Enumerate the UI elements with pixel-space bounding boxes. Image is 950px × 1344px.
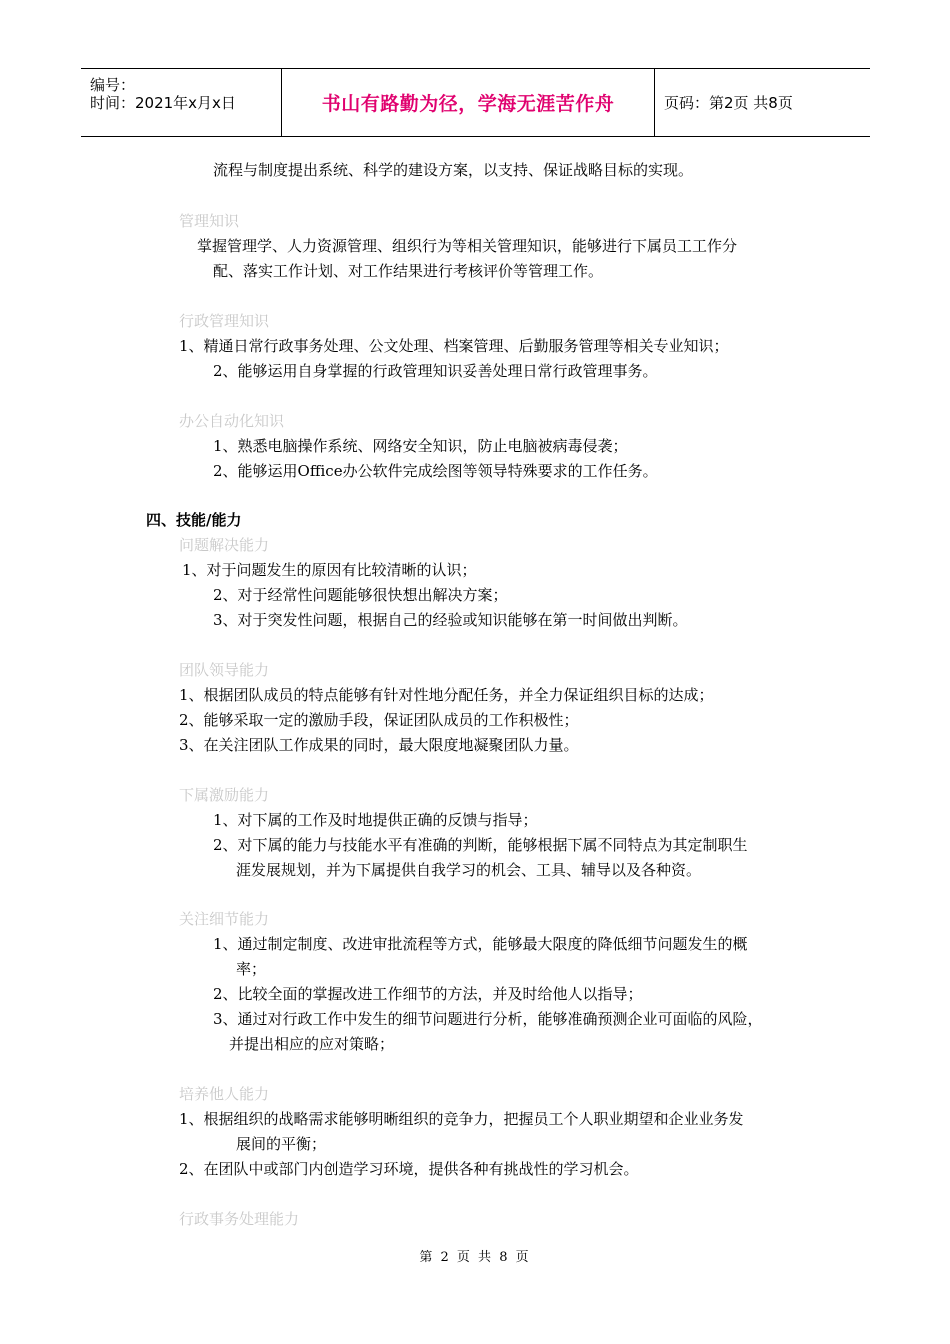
admin-knowledge-item2: 2、能够运用自身掌握的行政管理知识妥善处理日常行政管理事务。 bbox=[213, 362, 658, 380]
intro-line: 流程与制度提出系统、科学的建设方案，以支持、保证战略目标的实现。 bbox=[213, 161, 694, 179]
heading-motivation: 下属激励能力 bbox=[179, 786, 270, 804]
detail-item3-line1: 3、通过对行政工作中发生的细节问题进行分析，能够准确预测企业可面临的风险， bbox=[213, 1010, 763, 1028]
motto: 书山有路勤为径，学海无涯苦作舟 bbox=[321, 93, 615, 115]
office-automation-item2: 2、能够运用Office办公软件完成绘图等领导特殊要求的工作任务。 bbox=[213, 462, 658, 480]
heading-admin-affairs: 行政事务处理能力 bbox=[179, 1210, 300, 1228]
detail-item3-line2: 并提出相应的应对策略； bbox=[229, 1035, 395, 1053]
cultivate-item1-line2: 展间的平衡； bbox=[236, 1135, 327, 1153]
heading-mgmt-knowledge: 管理知识 bbox=[179, 212, 240, 230]
office-automation-item1: 1、熟悉电脑操作系统、网络安全知识，防止电脑被病毒侵袭； bbox=[213, 437, 628, 455]
detail-item1-line1: 1、通过制定制度、改进审批流程等方式，能够最大限度的降低细节问题发生的概 bbox=[213, 935, 748, 953]
section-4-title: 四、技能/能力 bbox=[146, 511, 242, 529]
heading-problem-solving: 问题解决能力 bbox=[179, 536, 270, 554]
cultivate-item1-line1: 1、根据组织的战略需求能够明晰组织的竞争力，把握员工个人职业期望和企业业务发 bbox=[179, 1110, 744, 1128]
heading-office-automation: 办公自动化知识 bbox=[179, 412, 285, 430]
mgmt-knowledge-line2: 配、落实工作计划、对工作结果进行考核评价等管理工作。 bbox=[213, 262, 604, 280]
problem-solving-item1: 1、对于问题发生的原因有比较清晰的认识； bbox=[182, 561, 477, 579]
team-leadership-item2: 2、能够采取一定的激励手段，保证团队成员的工作积极性； bbox=[179, 711, 579, 729]
page-footer: 第 2 页 共 8 页 bbox=[419, 1250, 531, 1265]
heading-detail-focus: 关注细节能力 bbox=[179, 910, 270, 928]
detail-item2: 2、比较全面的掌握改进工作细节的方法，并及时给他人以指导； bbox=[213, 985, 643, 1003]
heading-cultivate-others: 培养他人能力 bbox=[179, 1085, 270, 1103]
team-leadership-item3: 3、在关注团队工作成果的同时，最大限度地凝聚团队力量。 bbox=[179, 736, 579, 754]
motivation-item1: 1、对下属的工作及时地提供正确的反馈与指导； bbox=[213, 811, 538, 829]
motivation-item2-line1: 2、对下属的能力与技能水平有准确的判断，能够根据下属不同特点为其定制职生 bbox=[213, 836, 748, 854]
header-meta bbox=[81, 69, 281, 136]
heading-team-leadership: 团队领导能力 bbox=[179, 661, 270, 679]
mgmt-knowledge-line1: 掌握管理学、人力资源管理、组织行为等相关管理知识，能够进行下属员工工作分 bbox=[197, 237, 738, 255]
header-page-cell bbox=[654, 69, 870, 136]
cultivate-item2: 2、在团队中或部门内创造学习环境，提供各种有挑战性的学习机会。 bbox=[179, 1160, 639, 1178]
page-header bbox=[81, 68, 870, 137]
problem-solving-item2: 2、对于经常性问题能够很快想出解决方案； bbox=[213, 586, 508, 604]
motivation-item2-line2: 涯发展规划，并为下属提供自我学习的机会、工具、辅导以及各种资。 bbox=[236, 861, 702, 879]
doc-number-label: 编号： bbox=[90, 76, 136, 94]
heading-admin-knowledge: 行政管理知识 bbox=[179, 312, 270, 330]
admin-knowledge-item1: 1、精通日常行政事务处理、公文处理、档案管理、后勤服务管理等相关专业知识； bbox=[179, 337, 729, 355]
detail-item1-line2: 率； bbox=[236, 960, 267, 978]
team-leadership-item1: 1、根据团队成员的特点能够有针对性地分配任务，并全力保证组织目标的达成； bbox=[179, 686, 714, 704]
problem-solving-item3: 3、对于突发性问题，根据自己的经验或知识能够在第一时间做出判断。 bbox=[213, 611, 688, 629]
header-motto-cell bbox=[281, 69, 655, 136]
page-info: 页码：第2页 共8页 bbox=[664, 94, 793, 112]
doc-date: 时间：2021年x月x日 bbox=[90, 94, 236, 112]
